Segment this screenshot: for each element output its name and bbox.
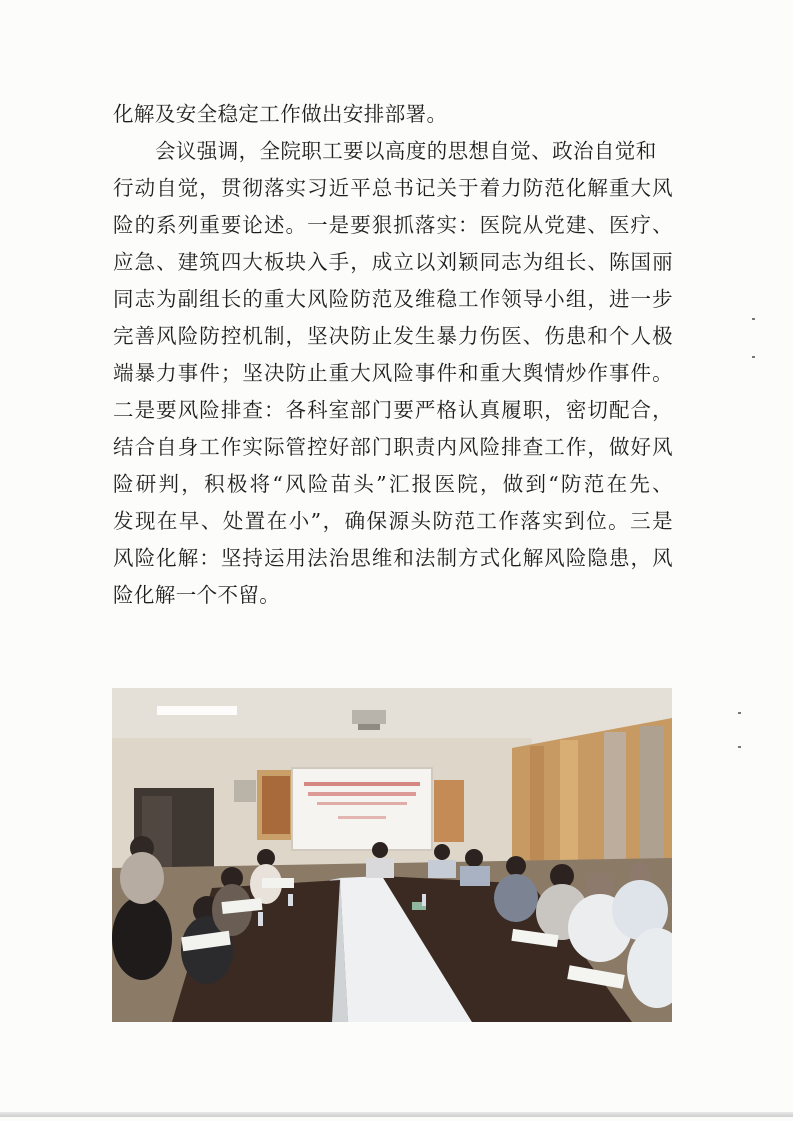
text-line: 发现在早、处置在小”，确保源头防范工作落实到位。三是 — [113, 509, 673, 533]
scan-bottom-edge — [0, 1112, 793, 1117]
text-line: 二是要风险排查：各科室部门要严格认真履职，密切配合， — [113, 398, 673, 422]
text-line: 应急、建筑四大板块入手，成立以刘颖同志为组长、陈国丽 — [113, 250, 673, 274]
margin-speck — [752, 318, 755, 320]
margin-speck — [738, 746, 741, 748]
meeting-photo — [112, 688, 672, 1022]
text-line: 风险化解：坚持运用法治思维和法制方式化解风险隐患，风 — [113, 546, 673, 570]
text-line: 端暴力事件；坚决防止重大风险事件和重大舆情炒作事件。 — [113, 361, 673, 385]
text-line: 行动自觉，贯彻落实习近平总书记关于着力防范化解重大风 — [113, 176, 673, 200]
margin-speck — [738, 712, 741, 714]
margin-speck — [752, 356, 755, 358]
text-line: 化解及安全稳定工作做出安排部署。 — [113, 102, 448, 126]
text-line: 结合自身工作实际管控好部门职责内风险排查工作，做好风 — [113, 435, 673, 459]
text-line: 险的系列重要论述。一是要狠抓落实：医院从党建、医疗、 — [113, 213, 673, 237]
text-line: 同志为副组长的重大风险防范及维稳工作领导小组，进一步 — [113, 287, 673, 311]
body-text — [113, 96, 673, 614]
text-line: 险化解一个不留。 — [113, 583, 281, 607]
text-line: 完善风险防控机制，坚决防止发生暴力伤医、伤患和个人极 — [113, 324, 673, 348]
text-line: 险研判，积极将“风险苗头”汇报医院，做到“防范在先、 — [113, 472, 673, 496]
text-line: 会议强调，全院职工要以高度的思想自觉、政治自觉和 — [155, 139, 657, 163]
